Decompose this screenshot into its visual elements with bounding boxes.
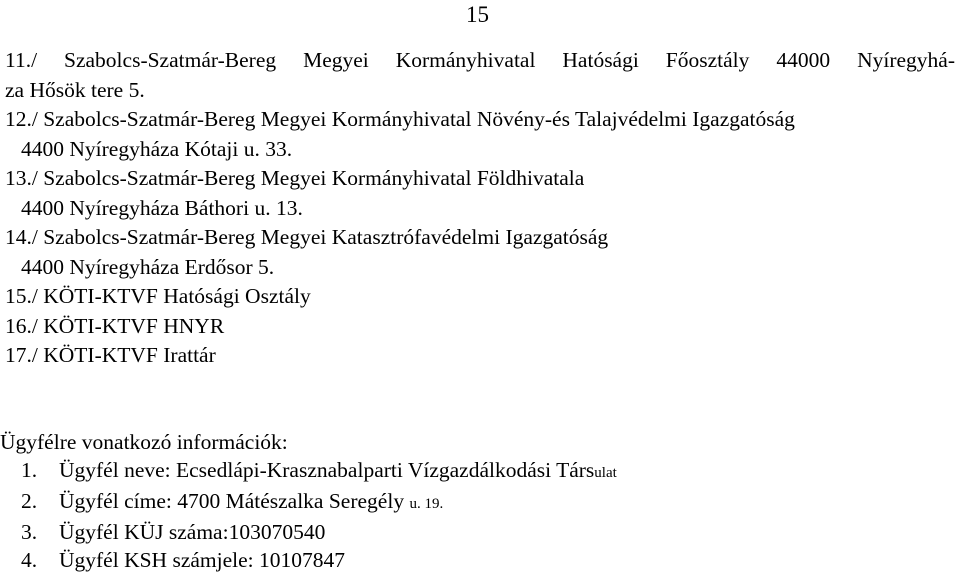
list-item-line: za Hősök tere 5. [5, 77, 145, 102]
list-item [5, 282, 955, 312]
client-info-number: 2. [21, 489, 38, 513]
list-item-line: 12./ Szabolcs-Szatmár-Bereg Megyei Kormányhivatal Növény-és Talajvédelmi Igazgatóság [5, 107, 795, 131]
client-info-text: Ügyfél KÜJ száma:103070540 [59, 520, 326, 544]
client-info-item [0, 546, 960, 574]
client-info-number: 1. [21, 458, 38, 482]
list-item-line: 4400 Nyíregyháza Báthori u. 13. [21, 195, 303, 220]
client-info-section [0, 428, 960, 574]
list-item [5, 105, 955, 164]
client-info-item [0, 456, 960, 487]
list-item [5, 223, 955, 282]
client-info-text: Ügyfél KSH számjele: 10107847 [59, 548, 346, 572]
list-item [5, 312, 955, 342]
client-info-item [0, 487, 960, 518]
client-info-text-small: ulat [594, 465, 617, 481]
page-number: 15 [466, 2, 489, 27]
list-item [5, 341, 955, 371]
list-item-line: 15./ KÖTI-KTVF Hatósági Osztály [5, 284, 311, 308]
client-info-heading: Ügyfélre vonatkozó információk: [0, 430, 288, 454]
client-info-text-small: u. 19. [409, 496, 444, 512]
recipient-list [5, 46, 955, 371]
list-item [5, 46, 955, 105]
list-item-line: 13./ Szabolcs-Szatmár-Bereg Megyei Kormányhivatal Földhivatala [5, 166, 585, 190]
list-item-line: 11./ Szabolcs-Szatmár-Bereg Megyei Kormányhivatal Hatósági Főosztály 44000 Nyíregyhá- [5, 48, 955, 72]
list-item-line: 14./ Szabolcs-Szatmár-Bereg Megyei Katasztrófavédelmi Igazgatóság [5, 225, 609, 249]
client-info-text: Ügyfél címe: 4700 Mátészalka Seregély [59, 489, 410, 513]
client-info-text: Ügyfél neve: Ecsedlápi-Krasznabalparti Vízgazdálkodási Társ [59, 458, 595, 482]
list-item-line: 4400 Nyíregyháza Erdősor 5. [21, 254, 275, 279]
client-info-item [0, 518, 960, 546]
client-info-number: 4. [21, 548, 38, 572]
list-item-line: 4400 Nyíregyháza Kótaji u. 33. [21, 136, 293, 161]
client-info-number: 3. [21, 520, 38, 544]
list-item-line: 17./ KÖTI-KTVF Irattár [5, 343, 216, 367]
list-item [5, 164, 955, 223]
list-item-line: 16./ KÖTI-KTVF HNYR [5, 313, 225, 338]
